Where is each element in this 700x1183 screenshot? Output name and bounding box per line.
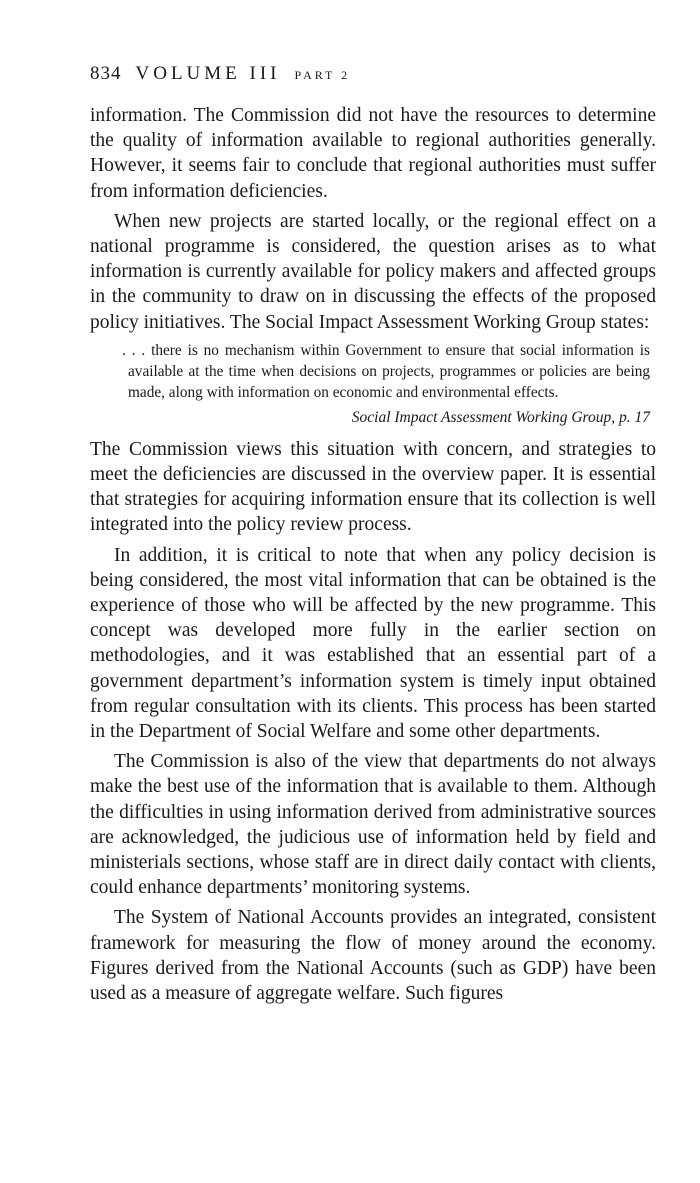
part-label: PART 2	[294, 68, 351, 82]
running-head	[90, 62, 656, 87]
volume-label: VOLUME III	[135, 63, 281, 84]
paragraph-continuation: information. The Commission did not have the resources to determine the quality of information available to regional authorities generally. However, it seems fair to conclude that regional authorities must suffer from information deficiencies.	[90, 105, 656, 202]
quote-text: . . . there is no mechanism within Government to ensure that social information is available at the time when decisions on projects, programmes or policies are being made, along with information on economic and environmental effects.	[122, 341, 650, 401]
paragraph-regional-projects: When new projects are started locally, or the regional effect on a national programme is considered, the question arises as to what information is currently available for policy makers and affected groups in the community to draw on in discussing the effects of the proposed policy initiatives. The Social Impact Assessment Working Group states:	[90, 210, 656, 333]
quote-attribution: Social Impact Assessment Working Group, p. 17	[351, 408, 650, 426]
page-content	[90, 62, 656, 1011]
paragraph-national-accounts: The System of National Accounts provides an integrated, consistent framework for measuring the flow of money around the economy. Figures derived from the National Accounts (such as GDP) have been used as a measure of aggregate welfare. Such figures	[90, 907, 656, 1005]
paragraph-client-experience: In addition, it is critical to note that when any policy decision is being considered, the most vital information that can be obtained is the experience of those who will be affected by the new programme. This concept was developed more fully in the earlier section on methodologies, and it was established that an essential part of a government department’s information system is timely input obtained from regular consultation with its clients. This process has been started in the Department of Social Welfare and some other departments.	[90, 544, 656, 743]
paragraph-commission-concern: The Commission views this situation with concern, and strategies to meet the deficiencies are discussed in the overview paper. It is essential that strategies for acquiring information ensure that its collection is well integrated into the policy review process.	[90, 438, 656, 536]
paragraph-departments-use: The Commission is also of the view that departments do not always make the best use of the information that is available to them. Although the difficulties in using information derived from administrative sources are acknowledged, the judicious use of information held by field and ministerials sections, whose staff are in direct daily contact with clients, could enhance departments’ monitoring systems.	[90, 751, 656, 899]
block-quote	[90, 340, 656, 403]
page-number: 834	[90, 63, 122, 84]
